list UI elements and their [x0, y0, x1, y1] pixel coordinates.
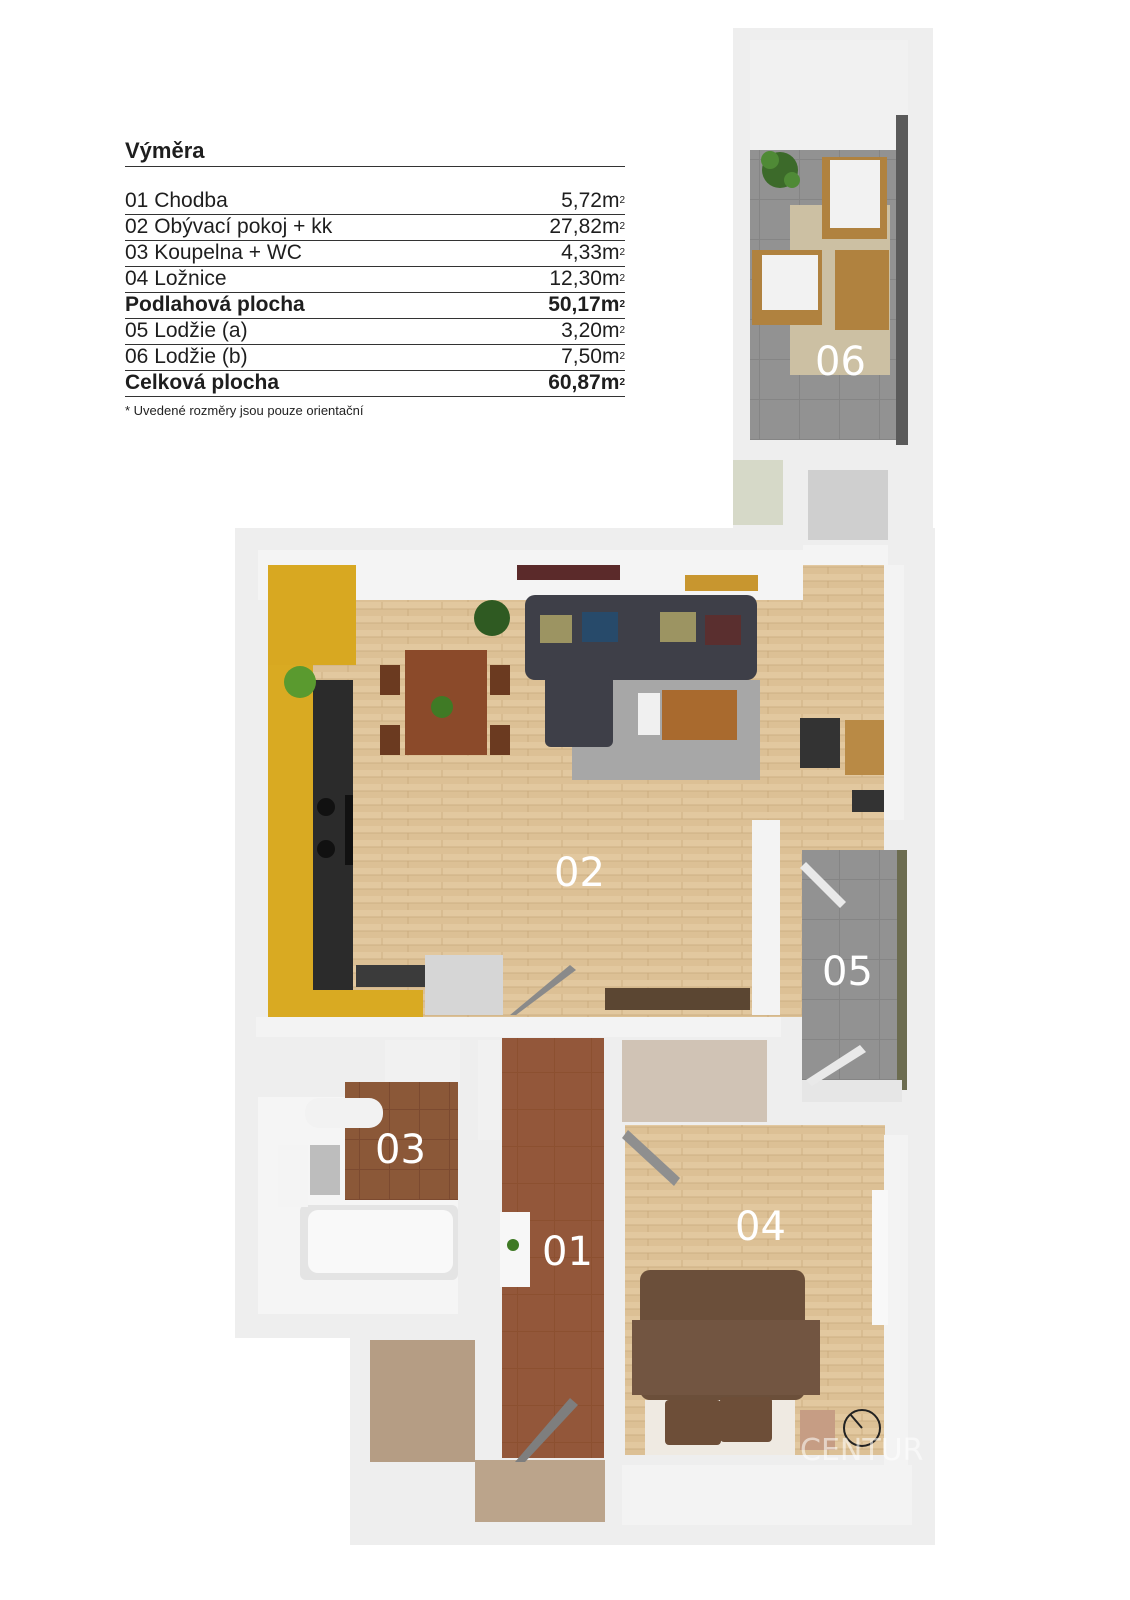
legend-note: * Uvedené rozměry jsou pouze orientační [125, 403, 364, 418]
sideboard [685, 575, 758, 591]
unit-superscript: 2 [619, 195, 625, 206]
room-label-06: 06 [815, 339, 866, 385]
unit-superscript: 2 [619, 377, 625, 388]
legend-row-label: Podlahová plocha [125, 293, 305, 316]
toilet [305, 1098, 383, 1128]
room-label-05: 05 [822, 949, 873, 995]
area-value: 5,72 [561, 189, 602, 212]
unit-superscript: 2 [619, 325, 625, 336]
legend-title: Výměra [125, 138, 625, 167]
unit-superscript: 2 [619, 221, 625, 232]
legend-row-label: 06 Lodžie (b) [125, 345, 248, 368]
watermark: CENTUR [800, 1433, 924, 1468]
unit-superscript: 2 [619, 299, 625, 310]
loggia-b-entry [808, 470, 888, 540]
area-unit: m [601, 345, 620, 368]
legend-row-label: 04 Ložnice [125, 267, 227, 290]
coffee-table [662, 690, 737, 740]
area-value: 50,17 [548, 293, 601, 316]
legend-row-label: 05 Lodžie (a) [125, 319, 248, 342]
area-value: 27,82 [549, 215, 602, 238]
area-unit: m [601, 215, 620, 238]
area-unit: m [601, 319, 620, 342]
unit-superscript: 2 [619, 247, 625, 258]
legend-row-label: 03 Koupelna + WC [125, 241, 302, 264]
area-value: 60,87 [548, 371, 601, 394]
area-unit: m [601, 189, 620, 212]
area-value: 7,50 [561, 345, 602, 368]
tv-shelf [517, 565, 620, 580]
room-label-01: 01 [542, 1229, 593, 1275]
area-value: 4,33 [561, 241, 602, 264]
area-value: 3,20 [561, 319, 602, 342]
legend-row-label: 02 Obývací pokoj + kk [125, 215, 333, 238]
area-unit: m [600, 293, 620, 316]
bed [632, 1270, 820, 1455]
room-label-03: 03 [375, 1127, 426, 1173]
area-value: 12,30 [549, 267, 602, 290]
wardrobe [370, 1340, 475, 1462]
area-unit: m [600, 371, 620, 394]
radiator-cabinet [605, 988, 750, 1010]
legend-row-label: Celková plocha [125, 371, 280, 394]
room-label-02: 02 [554, 850, 605, 896]
area-unit: m [601, 267, 620, 290]
washbasin [278, 1145, 308, 1207]
legend-row-label: 01 Chodba [125, 189, 228, 212]
area-unit: m [601, 241, 620, 264]
room-label-04: 04 [735, 1204, 786, 1250]
unit-superscript: 2 [619, 351, 625, 362]
radiator [872, 1190, 888, 1325]
unit-superscript: 2 [619, 273, 625, 284]
